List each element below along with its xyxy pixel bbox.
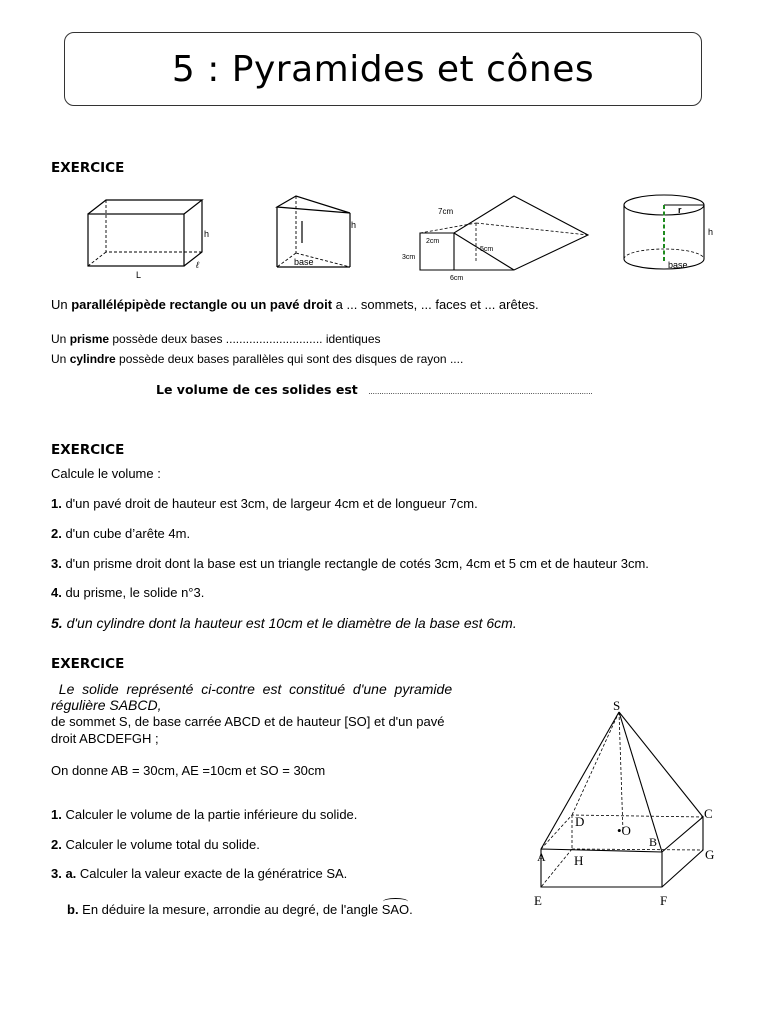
lying-prism-figure [398, 193, 598, 283]
ex3-question-3a: 3. a. Calculer la valeur exacte de la génératrice SA. [51, 866, 348, 881]
point-O-label: •O [617, 823, 631, 838]
ex3-question-3b: b. En déduire la mesure, arrondie au degré, de l'angle SAO. [67, 902, 413, 917]
cylinder-base-label: base [668, 260, 688, 270]
ex3-question-2: 2. Calculer le volume total du solide. [51, 837, 260, 852]
title-box [64, 32, 702, 106]
ex3-question-1: 1. Calculer le volume de la partie inférieure du solide. [51, 807, 358, 822]
pave-l-label: ℓ [196, 260, 199, 270]
ex2-item-3: 3. d'un prisme droit dont la base est un triangle rectangle de cotés 3cm, 4cm et 5 cm et de hauteur 3cm. [51, 556, 649, 571]
ex1-line-prisme: Un prisme possède deux bases ............................. identiques [51, 332, 381, 346]
pave-L-label: L [136, 270, 142, 280]
ex2-item-2: 2. d'un cube d’arête 4m. [51, 526, 191, 541]
point-S-label: S [613, 698, 621, 713]
ex2-item-4: 4. du prisme, le solide n°3. [51, 585, 205, 600]
exercise-1-heading: EXERCICE [51, 160, 125, 176]
angle-sao: SAO [381, 902, 410, 917]
ex3-para-line-1: Le solide représenté ci-contre est constitué d'une pyramide [51, 681, 453, 697]
lying-prism-2cm-label: 2cm [426, 238, 440, 245]
ex3-given: On donne AB = 30cm, AE =10cm et SO = 30cm [51, 763, 326, 778]
point-D-label: D [575, 814, 585, 829]
point-G-label: G [705, 847, 715, 862]
point-F-label: F [660, 893, 668, 908]
ex2-intro: Calcule le volume : [51, 466, 161, 481]
pave-droit-figure [80, 196, 220, 282]
point-A-label: A [537, 850, 546, 864]
prism-base-label: base [294, 257, 314, 267]
ex2-item-5: 5. d'un cylindre dont la hauteur est 10cm et le diamètre de la base est 6cm. [51, 615, 517, 631]
point-C-label: C [704, 806, 713, 821]
lying-prism-5cm-label: 5cm [480, 246, 494, 253]
point-E-label: E [534, 893, 542, 908]
pave-h-label: h [204, 229, 210, 239]
ex3-para-line-4: droit ABCDEFGH ; [51, 731, 159, 746]
cylinder-h-label: h [708, 227, 714, 237]
page-title: 5 : Pyramides et cônes [171, 48, 595, 90]
exercise-2-heading: EXERCICE [51, 442, 125, 458]
point-B-label: B [649, 835, 658, 849]
pyramid-on-box-figure [527, 697, 722, 912]
ex2-item-1: 1. d'un pavé droit de hauteur est 3cm, de largeur 4cm et de longueur 7cm. [51, 496, 478, 511]
ex3-para-line-3: de sommet S, de base carrée ABCD et de hauteur [SO] et d'un pavé [51, 714, 445, 729]
prism-h-label: h [351, 220, 357, 230]
prism-figure [274, 193, 374, 273]
cylinder-r-label: r [678, 205, 682, 215]
exercise-3-heading: EXERCICE [51, 656, 125, 672]
ex1-volume-line: Le volume de ces solides est ..................................................................................................... [156, 382, 593, 397]
ex1-line-pave: Un parallélépipède rectangle ou un pavé droit a ... sommets, ... faces et ... arêtes. [51, 297, 539, 312]
lying-prism-6cm-label: 6cm [450, 275, 464, 282]
lying-prism-3cm-label: 3cm [402, 254, 416, 261]
ex3-para-line-2: régulière SABCD, [51, 697, 162, 713]
point-H-label: H [574, 853, 584, 868]
ex1-line-cylindre: Un cylindre possède deux bases parallèles qui sont des disques de rayon .... [51, 352, 464, 366]
cylinder-figure [620, 191, 725, 277]
lying-prism-7cm-label: 7cm [438, 207, 454, 216]
